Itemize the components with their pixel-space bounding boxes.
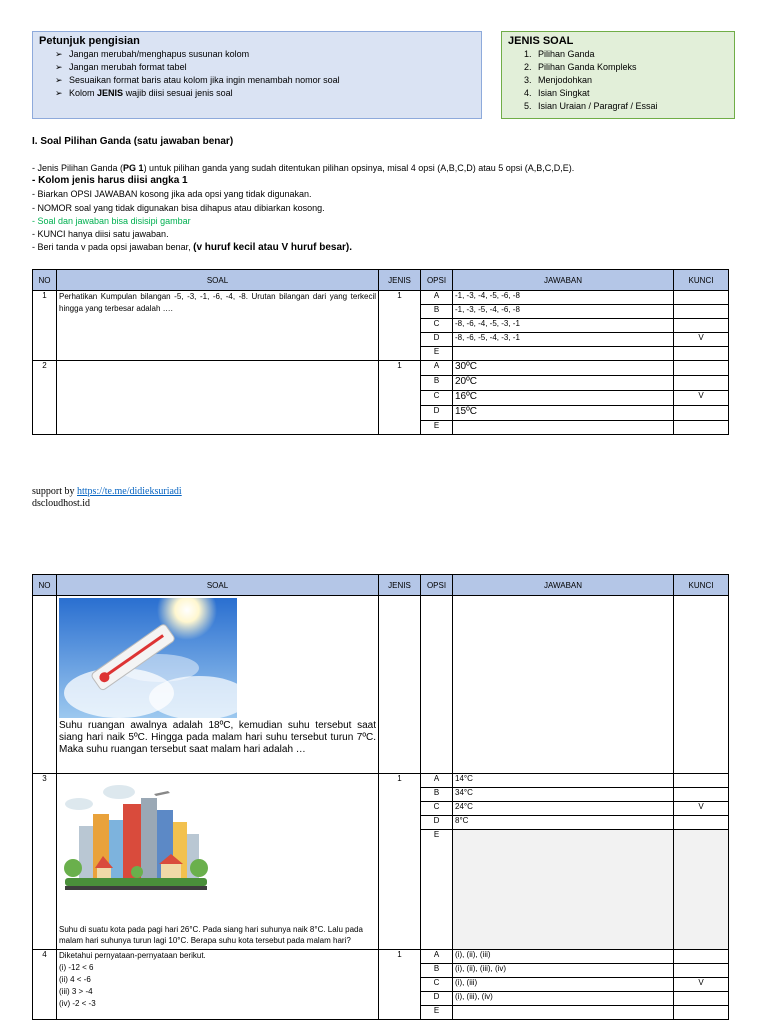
question-text: [57, 361, 379, 435]
instruction-item: ➢ Jangan merubah/menghapus susunan kolom: [55, 49, 250, 59]
arrow-icon: ➢: [55, 49, 63, 59]
instruction-item: ➢ Jangan merubah format tabel: [55, 62, 187, 72]
question-cell: [57, 950, 379, 1020]
option-letter: C: [421, 802, 453, 816]
kunci-cell: V: [674, 333, 729, 347]
option-letter: A: [421, 774, 453, 788]
question-jenis: 1: [379, 291, 421, 361]
answer-cell: 8°C: [453, 816, 674, 830]
section-title: I. Soal Pilihan Ganda (satu jawaban benar): [32, 136, 234, 147]
question-table-2: [32, 574, 729, 1020]
jenis-item: 4. Isian Singkat: [524, 88, 590, 98]
header-opsi: OPSI: [421, 270, 453, 291]
header-kunci: KUNCI: [674, 575, 729, 596]
header-jenis: JENIS: [379, 575, 421, 596]
answer-cell: 34°C: [453, 788, 674, 802]
header-jawaban: JAWABAN: [453, 270, 674, 291]
option-letter: B: [421, 788, 453, 802]
answer-cell: 15ºC: [453, 406, 674, 421]
option-letter: A: [421, 361, 453, 376]
kunci-cell: [674, 421, 729, 435]
kunci-cell: [674, 950, 729, 964]
answer-cell: -1, -3, -4, -5, -6, -8: [453, 291, 674, 305]
question-text: Perhatikan Kumpulan bilangan -5, -3, -1, -6, -4, -8. Urutan bilangan dari yang terkecil hingga yang terbesar adalah ….: [57, 291, 379, 361]
question-jenis: 1: [379, 361, 421, 435]
kunci-cell: [674, 774, 729, 788]
jenis-item: 3. Menjodohkan: [524, 75, 593, 85]
answer-cell: [453, 830, 674, 950]
option-letter: E: [421, 347, 453, 361]
kunci-cell: [674, 1006, 729, 1020]
option-letter: D: [421, 333, 453, 347]
kunci-cell: V: [674, 978, 729, 992]
option-letter: C: [421, 391, 453, 406]
answer-cell: 16ºC: [453, 391, 674, 406]
kunci-cell: [674, 361, 729, 376]
instruction-item: ➢ Sesuaikan format baris atau kolom jika ingin menambah nomor soal: [55, 75, 340, 85]
option-letter: B: [421, 305, 453, 319]
kunci-cell: [674, 291, 729, 305]
option-letter: C: [421, 978, 453, 992]
kunci-cell: [674, 406, 729, 421]
answer-cell: [453, 1006, 674, 1020]
header-no: NO: [33, 270, 57, 291]
arrow-icon: ➢: [55, 88, 63, 98]
statement-line: (iii) 3 > -4: [59, 987, 93, 996]
kunci-cell: [674, 816, 729, 830]
jenis-item: 5. Isian Uraian / Paragraf / Essai: [524, 101, 658, 111]
support-link[interactable]: https://te.me/didieksuriadi: [77, 486, 182, 497]
header-soal: SOAL: [57, 575, 379, 596]
option-letter: C: [421, 319, 453, 333]
option-letter: B: [421, 964, 453, 978]
header-opsi: OPSI: [421, 575, 453, 596]
kunci-cell: [674, 347, 729, 361]
kunci-cell: [674, 964, 729, 978]
header-jenis: JENIS: [379, 270, 421, 291]
note-line: - KUNCI hanya diisi satu jawaban.: [32, 229, 169, 239]
kunci-cell: [674, 788, 729, 802]
question-number: [33, 596, 57, 774]
question-jenis: 1: [379, 774, 421, 950]
header-kunci: KUNCI: [674, 270, 729, 291]
option-letter: D: [421, 816, 453, 830]
answer-cell: 30ºC: [453, 361, 674, 376]
option-letter: B: [421, 376, 453, 391]
kunci-cell: V: [674, 802, 729, 816]
jenis-soal-box: [501, 31, 735, 119]
instructions-title: Petunjuk pengisian: [39, 35, 140, 47]
header-no: NO: [33, 575, 57, 596]
option-letter: A: [421, 291, 453, 305]
header-jawaban: JAWABAN: [453, 575, 674, 596]
question-jenis: 1: [379, 950, 421, 1020]
option-letter: [421, 596, 453, 774]
option-letter: D: [421, 992, 453, 1006]
question-number: 4: [33, 950, 57, 1020]
jenis-soal-title: JENIS SOAL: [508, 35, 574, 47]
note-line: - Jenis Pilihan Ganda (PG 1) untuk pilihan ganda yang sudah ditentukan pilihan opsinya, misal 4 opsi (A,B,C,D) atau 5 opsi (A,B,C,D,E).: [32, 163, 575, 173]
statement-line: (iv) -2 < -3: [59, 999, 96, 1008]
question-cell: [57, 596, 379, 774]
kunci-cell: V: [674, 391, 729, 406]
option-letter: E: [421, 1006, 453, 1020]
answer-cell: (i), (ii), (iii): [453, 950, 674, 964]
note-line: - Biarkan OPSI JAWABAN kosong jika ada opsi yang tidak digunakan.: [32, 189, 312, 199]
arrow-icon: ➢: [55, 75, 63, 85]
note-line: - Kolom jenis harus diisi angka 1: [32, 175, 188, 186]
option-letter: A: [421, 950, 453, 964]
statement-line: (i) -12 < 6: [59, 963, 94, 972]
question-jenis: [379, 596, 421, 774]
question-intro: Diketahui pernyataan-pernyataan berikut.: [59, 951, 206, 960]
answer-cell: (i), (ii), (iii), (iv): [453, 964, 674, 978]
question-number: 1: [33, 291, 57, 361]
answer-cell: -1, -3, -5, -4, -6, -8: [453, 305, 674, 319]
kunci-cell: [674, 992, 729, 1006]
question-number: 2: [33, 361, 57, 435]
jenis-item: 2. Pilihan Ganda Kompleks: [524, 62, 637, 72]
answer-cell: -8, -6, -5, -4, -3, -1: [453, 333, 674, 347]
support-line: support by https://te.me/didieksuriadi: [32, 486, 182, 497]
kunci-cell: [674, 319, 729, 333]
question-number: 3: [33, 774, 57, 950]
option-letter: E: [421, 830, 453, 950]
city-image: [59, 776, 213, 900]
question-text: Suhu di suatu kota pada pagi hari 26°C. Pada siang hari suhunya naik 8°C. Lalu pada malam hari suhunya turun lagi 10°C. Berapa suhu kota tersebut pada malam hari?: [59, 925, 363, 945]
answer-cell: 20ºC: [453, 376, 674, 391]
support-block: [32, 486, 182, 510]
answer-cell: (i), (iii): [453, 978, 674, 992]
statement-line: (ii) 4 < -6: [59, 975, 91, 984]
instructions-box: [32, 31, 482, 119]
answer-cell: 14°C: [453, 774, 674, 788]
note-line-green: - Soal dan jawaban bisa disisipi gambar: [32, 216, 191, 226]
kunci-cell: [674, 596, 729, 774]
question-cell: [57, 774, 379, 950]
answer-cell: (i), (iii), (iv): [453, 992, 674, 1006]
instruction-item: ➢ Kolom JENIS wajib diisi sesuai jenis soal: [55, 88, 233, 98]
answer-cell: [453, 421, 674, 435]
kunci-cell: [674, 305, 729, 319]
option-letter: E: [421, 421, 453, 435]
answer-cell: [453, 347, 674, 361]
question-table-1: [32, 269, 729, 435]
arrow-icon: ➢: [55, 62, 63, 72]
header-soal: SOAL: [57, 270, 379, 291]
answer-cell: [453, 596, 674, 774]
option-letter: D: [421, 406, 453, 421]
question-text: Suhu ruangan awalnya adalah 18ºC, kemudian suhu tersebut saat siang hari naik 5ºC. Hingga pada malam hari suhu tersebut turun 7ºC. Maka suhu ruangan tersebut saat malam hari adalah …: [59, 720, 376, 755]
note-line: - Beri tanda v pada opsi jawaban benar, (v huruf kecil atau V huruf besar).: [32, 242, 353, 253]
note-line: - NOMOR soal yang tidak digunakan bisa dihapus atau dibiarkan kosong.: [32, 203, 325, 213]
host-line: dscloudhost.id: [32, 498, 91, 509]
kunci-cell: [674, 376, 729, 391]
answer-cell: -8, -6, -4, -5, -3, -1: [453, 319, 674, 333]
kunci-cell: [674, 830, 729, 950]
thermometer-sky-image: [59, 598, 237, 718]
answer-cell: 24°C: [453, 802, 674, 816]
jenis-item: 1. Pilihan Ganda: [524, 49, 595, 59]
